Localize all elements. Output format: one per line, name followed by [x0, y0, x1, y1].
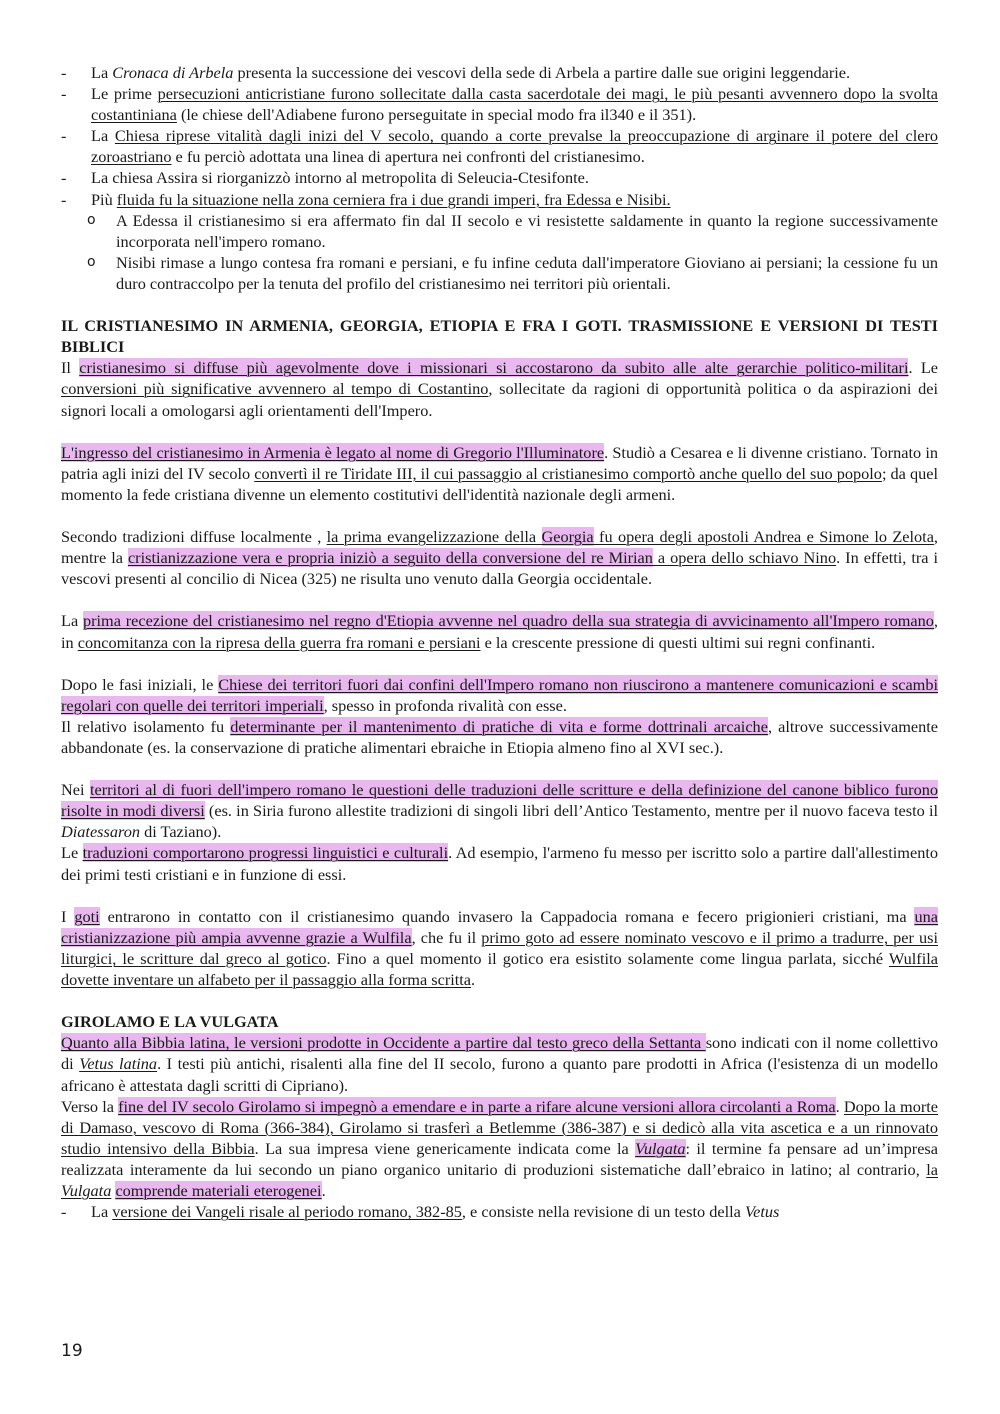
paragraph: Il relativo isolamento fu determinante per il mantenimento di pratiche di vita e forme dottrinali arcaiche, altrove successivamente abbandonate (es. la conservazione di pratiche alimentari ebraiche in Etiopia almeno fino al XVI sec.). — [61, 716, 938, 757]
edessa-nisibi-sublist — [61, 210, 938, 294]
list-item: - La chiesa Assira si riorganizzò intorno al metropolita di Seleucia-Ctesifonte. — [61, 167, 938, 188]
page-number: 19 — [61, 1341, 83, 1361]
paragraph: Il cristianesimo si diffuse più agevolmente dove i missionari si accostarono da subito alle alte gerarchie politico-militari. Le conversioni più significative avvennero al tempo di Costantino, sollecitate da ragioni di opportunità politica o da aspirazioni dei signori locali a omologarsi agli orientamenti dell'Impero. — [61, 358, 939, 420]
list-item: - Le prime persecuzioni anticristiane furono sollecitate dalla casta sacerdotale dei magi, le più pesanti avvennero dopo la svolta costantiniana (le chiese dell'Adiabene furono perseguitate in special modo fra il340 e il 351). — [61, 83, 938, 125]
paragraph: Verso la fine del IV secolo Girolamo si impegnò a emendare e in parte a rifare alcune versioni allora circolanti a Roma. Dopo la morte di Damaso, vescovo di Roma (366-384), Girolamo si trasferì a Betlemme (386-387) e si dedicò alla vita ascetica e a un rinnovato studio intensivo della Bibbia. La sua impresa viene genericamente indicata come la Vulgata: il termine fa pensare ad un’impresa realizzata interamente da lui secondo un piano organico unitario di produzioni sistematiche dall’ebraico in latino; al contrario, la Vulgata comprende materiali eterogenei. — [61, 1096, 939, 1200]
paragraph: I goti entrarono in contatto con il cristianesimo quando invasero la Cappadocia romana e fecero prigionieri cristiani, ma una cristianizzazione più ampia avvenne grazie a Wulfila, che fu il primo goto ad essere nominato vescovo e il primo a tradurre, per usi liturgici, le scritture dal greco al gotico. Fino a quel momento il gotico era esistito solamente come lingua parlata, sicché Wulfila dovette inventare un alfabeto per il passaggio alla forma scritta. — [61, 906, 938, 990]
paragraph: La prima recezione del cristianesimo nel regno d'Etiopia avvenne nel quadro della sua strategia di avvicinamento all'Impero romano, in concomitanza con la ripresa della guerra fra romani e persiani e la crescente pressione di questi ultimi sui regni confinanti. — [61, 611, 938, 652]
sub-list-item: o Nisibi rimase a lungo contesa fra romani e persiani, e fu infine ceduta dall'imperatore Gioviano ai persiani; la cessione fu un duro contraccolpo per la tenuta del profilo del cristianesimo nei territori più orientali. — [61, 252, 938, 294]
document-page — [61, 62, 938, 1222]
persia-list — [61, 62, 938, 210]
sub-list-item: o A Edessa il cristianesimo si era affermato fin dal II secolo e vi resistette saldamente in quanto la regione successivamente incorporata nell'impero romano. — [61, 210, 938, 252]
paragraph: Nei territori al di fuori dell'impero romano le questioni delle traduzioni delle scritture e della definizione del canone biblico furono risolte in modi diversi (es. in Siria furono allestite tradizioni di singoli libri dell’Antico Testamento, mentre per il nuovo faceva testo il Diatessaron di Taziano). — [61, 780, 939, 842]
paragraph: L'ingresso del cristianesimo in Armenia è legato al nome di Gregorio l'Illuminatore. Studiò a Cesarea e li divenne cristiano. Tornato in patria agli inizi del IV secolo convertì il re Tiridate III, il cui passaggio al cristianesimo comportò anche quello del suo popolo; da quel momento la fede cristiana divenne un elemento costitutivi dell'identità nazionale degli armeni. — [61, 442, 939, 504]
section-heading-armenia: IL CRISTIANESIMO IN ARMENIA, GEORGIA, ETIOPIA E FRA I GOTI. TRASMISSIONE E VERSIONI DI TESTI BIBLICI — [61, 316, 938, 357]
paragraph: Dopo le fasi iniziali, le Chiese dei territori fuori dai confini dell'Impero romano non riuscirono a mantenere comunicazioni e scambi regolari con quelle dei territori imperiali, spesso in profonda rivalità con esse. — [61, 674, 939, 715]
paragraph: Secondo tradizioni diffuse localmente , la prima evangelizzazione della Georgia fu opera degli apostoli Andrea e Simone lo Zelota, mentre la cristianizzazione vera e propria iniziò a seguito della conversione del re Mirian a opera dello schiavo Nino. In effetti, tra i vescovi presenti al concilio di Nicea (325) ne risulta uno venuto dalla Georgia occidentale. — [61, 527, 939, 589]
paragraph: Le traduzioni comportarono progressi linguistici e culturali. Ad esempio, l'armeno fu messo per iscritto solo a partire dall'allestimento dei primi testi cristiani e in funzione di essi. — [61, 843, 938, 884]
list-item: - La versione dei Vangeli risale al periodo romano, 382-85, e consiste nella revisione di un testo della Vetus — [61, 1201, 938, 1222]
paragraph: Quanto alla Bibbia latina, le versioni prodotte in Occidente a partire dal testo greco della Settanta sono indicati con il nome collettivo di Vetus latina. I testi più antichi, risalenti alla fine del II secolo, furono a quanto pare prodotti in Africa (l'esistenza di un modello africano è attestata dagli scritti di Cipriano). — [61, 1033, 938, 1095]
list-item: - La Chiesa riprese vitalità dagli inizi del V secolo, quando a corte prevalse la preoccupazione di arginare il potere del clero zoroastriano e fu perciò adottata una linea di apertura nei confronti del cristianesimo. — [61, 125, 938, 167]
list-item: - La Cronaca di Arbela presenta la successione dei vescovi della sede di Arbela a partire dalle sue origini leggendarie. — [61, 62, 938, 83]
section-heading-vulgata: GIROLAMO E LA VULGATA — [61, 1012, 279, 1032]
list-item: - Più fluida fu la situazione nella zona cerniera fra i due grandi imperi, fra Edessa e Nisibi. — [61, 189, 938, 210]
vulgata-list — [61, 1201, 938, 1222]
